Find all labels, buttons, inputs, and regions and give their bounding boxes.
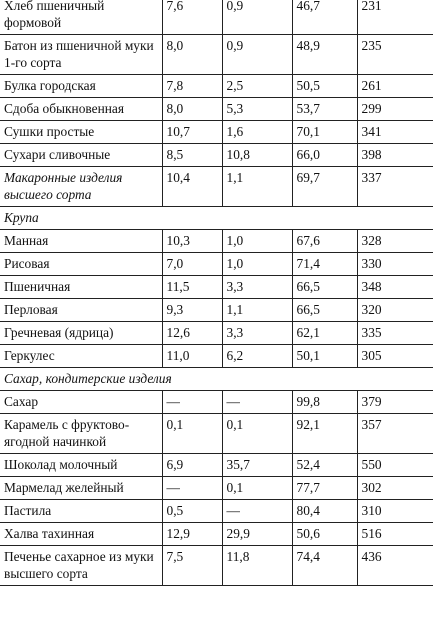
calories-cell: 320: [357, 299, 433, 322]
table-row: [0, 144, 433, 167]
table-row: [0, 98, 433, 121]
fat-cell: 1,1: [222, 299, 292, 322]
carbs-cell: 80,4: [292, 500, 357, 523]
table-row: [0, 477, 433, 500]
fat-cell: —: [222, 500, 292, 523]
product-name-cell: Карамель с фруктово-ягодной начинкой: [0, 414, 162, 454]
carbs-cell: 71,4: [292, 253, 357, 276]
calories-cell: 348: [357, 276, 433, 299]
calories-cell: 516: [357, 523, 433, 546]
protein-cell: 10,7: [162, 121, 222, 144]
fat-cell: 1,6: [222, 121, 292, 144]
table-row: [0, 523, 433, 546]
product-name-cell: Сдоба обыкновенная: [0, 98, 162, 121]
product-name-cell: Сахар: [0, 391, 162, 414]
product-name-cell: Гречневая (ядрица): [0, 322, 162, 345]
fat-cell: 11,8: [222, 546, 292, 586]
table-row: [0, 345, 433, 368]
calories-cell: 328: [357, 230, 433, 253]
fat-cell: 3,3: [222, 276, 292, 299]
protein-cell: 7,8: [162, 75, 222, 98]
carbs-cell: 77,7: [292, 477, 357, 500]
carbs-cell: 67,6: [292, 230, 357, 253]
calories-cell: 436: [357, 546, 433, 586]
calories-cell: 302: [357, 477, 433, 500]
protein-cell: 12,9: [162, 523, 222, 546]
table-row: [0, 299, 433, 322]
calories-cell: 305: [357, 345, 433, 368]
product-name-cell: Батон из пшеничной муки 1-го сорта: [0, 35, 162, 75]
product-name-cell: Булка городская: [0, 75, 162, 98]
protein-cell: 11,0: [162, 345, 222, 368]
protein-cell: 7,5: [162, 546, 222, 586]
carbs-cell: 66,0: [292, 144, 357, 167]
protein-cell: 7,0: [162, 253, 222, 276]
product-name-cell: Манная: [0, 230, 162, 253]
fat-cell: 35,7: [222, 454, 292, 477]
protein-cell: 10,4: [162, 167, 222, 207]
fat-cell: 0,1: [222, 477, 292, 500]
table-row: [0, 167, 433, 207]
table-row: [0, 500, 433, 523]
table-row: [0, 253, 433, 276]
fat-cell: 0,1: [222, 414, 292, 454]
carbs-cell: 66,5: [292, 276, 357, 299]
fat-cell: 10,8: [222, 144, 292, 167]
protein-cell: 10,3: [162, 230, 222, 253]
product-name-cell: Мармелад желейный: [0, 477, 162, 500]
carbs-cell: 69,7: [292, 167, 357, 207]
table-row: [0, 230, 433, 253]
table-row: [0, 414, 433, 454]
table-row: [0, 276, 433, 299]
protein-cell: 0,1: [162, 414, 222, 454]
calories-cell: 231: [357, 0, 433, 35]
protein-cell: 11,5: [162, 276, 222, 299]
carbs-cell: 48,9: [292, 35, 357, 75]
calories-cell: 299: [357, 98, 433, 121]
product-name-cell: Печенье сахарное из муки высшего сорта: [0, 546, 162, 586]
product-name-cell: Сухари сливочные: [0, 144, 162, 167]
carbs-cell: 50,1: [292, 345, 357, 368]
product-name-cell: Шоколад молочный: [0, 454, 162, 477]
product-name-cell: Хлеб пшеничный формовой: [0, 0, 162, 35]
calories-cell: 235: [357, 35, 433, 75]
protein-cell: 12,6: [162, 322, 222, 345]
calories-cell: 550: [357, 454, 433, 477]
fat-cell: 2,5: [222, 75, 292, 98]
section-title: Крупа: [0, 207, 433, 230]
table-row: [0, 35, 433, 75]
table-row: [0, 546, 433, 586]
calories-cell: 379: [357, 391, 433, 414]
protein-cell: 9,3: [162, 299, 222, 322]
section-title: Сахар, кондитерские изделия: [0, 368, 433, 391]
protein-cell: 6,9: [162, 454, 222, 477]
calories-cell: 357: [357, 414, 433, 454]
carbs-cell: 99,8: [292, 391, 357, 414]
calories-cell: 261: [357, 75, 433, 98]
protein-cell: 8,0: [162, 35, 222, 75]
fat-cell: 5,3: [222, 98, 292, 121]
carbs-cell: 92,1: [292, 414, 357, 454]
product-name-cell: Пастила: [0, 500, 162, 523]
protein-cell: 0,5: [162, 500, 222, 523]
calories-cell: 335: [357, 322, 433, 345]
carbs-cell: 70,1: [292, 121, 357, 144]
section-header-row: [0, 368, 433, 391]
protein-cell: —: [162, 477, 222, 500]
fat-cell: 1,0: [222, 253, 292, 276]
fat-cell: 1,0: [222, 230, 292, 253]
protein-cell: 8,0: [162, 98, 222, 121]
calories-cell: 398: [357, 144, 433, 167]
product-name-cell: Макаронные изделия высшего сорта: [0, 167, 162, 207]
product-name-cell: Рисовая: [0, 253, 162, 276]
carbs-cell: 50,6: [292, 523, 357, 546]
product-name-cell: Геркулес: [0, 345, 162, 368]
table-row: [0, 454, 433, 477]
table-row: [0, 0, 433, 35]
fat-cell: 1,1: [222, 167, 292, 207]
protein-cell: 8,5: [162, 144, 222, 167]
table-row: [0, 391, 433, 414]
calories-cell: 337: [357, 167, 433, 207]
table-row: [0, 322, 433, 345]
product-name-cell: Сушки простые: [0, 121, 162, 144]
product-name-cell: Перловая: [0, 299, 162, 322]
fat-cell: 6,2: [222, 345, 292, 368]
protein-cell: 7,6: [162, 0, 222, 35]
calories-cell: 341: [357, 121, 433, 144]
carbs-cell: 53,7: [292, 98, 357, 121]
fat-cell: 0,9: [222, 35, 292, 75]
fat-cell: 0,9: [222, 0, 292, 35]
carbs-cell: 52,4: [292, 454, 357, 477]
section-header-row: [0, 207, 433, 230]
carbs-cell: 66,5: [292, 299, 357, 322]
table-row: [0, 121, 433, 144]
calories-cell: 310: [357, 500, 433, 523]
protein-cell: —: [162, 391, 222, 414]
fat-cell: —: [222, 391, 292, 414]
carbs-cell: 50,5: [292, 75, 357, 98]
product-name-cell: Халва тахинная: [0, 523, 162, 546]
product-name-cell: Пшеничная: [0, 276, 162, 299]
carbs-cell: 46,7: [292, 0, 357, 35]
carbs-cell: 62,1: [292, 322, 357, 345]
fat-cell: 3,3: [222, 322, 292, 345]
fat-cell: 29,9: [222, 523, 292, 546]
calories-cell: 330: [357, 253, 433, 276]
carbs-cell: 74,4: [292, 546, 357, 586]
table-row: [0, 75, 433, 98]
